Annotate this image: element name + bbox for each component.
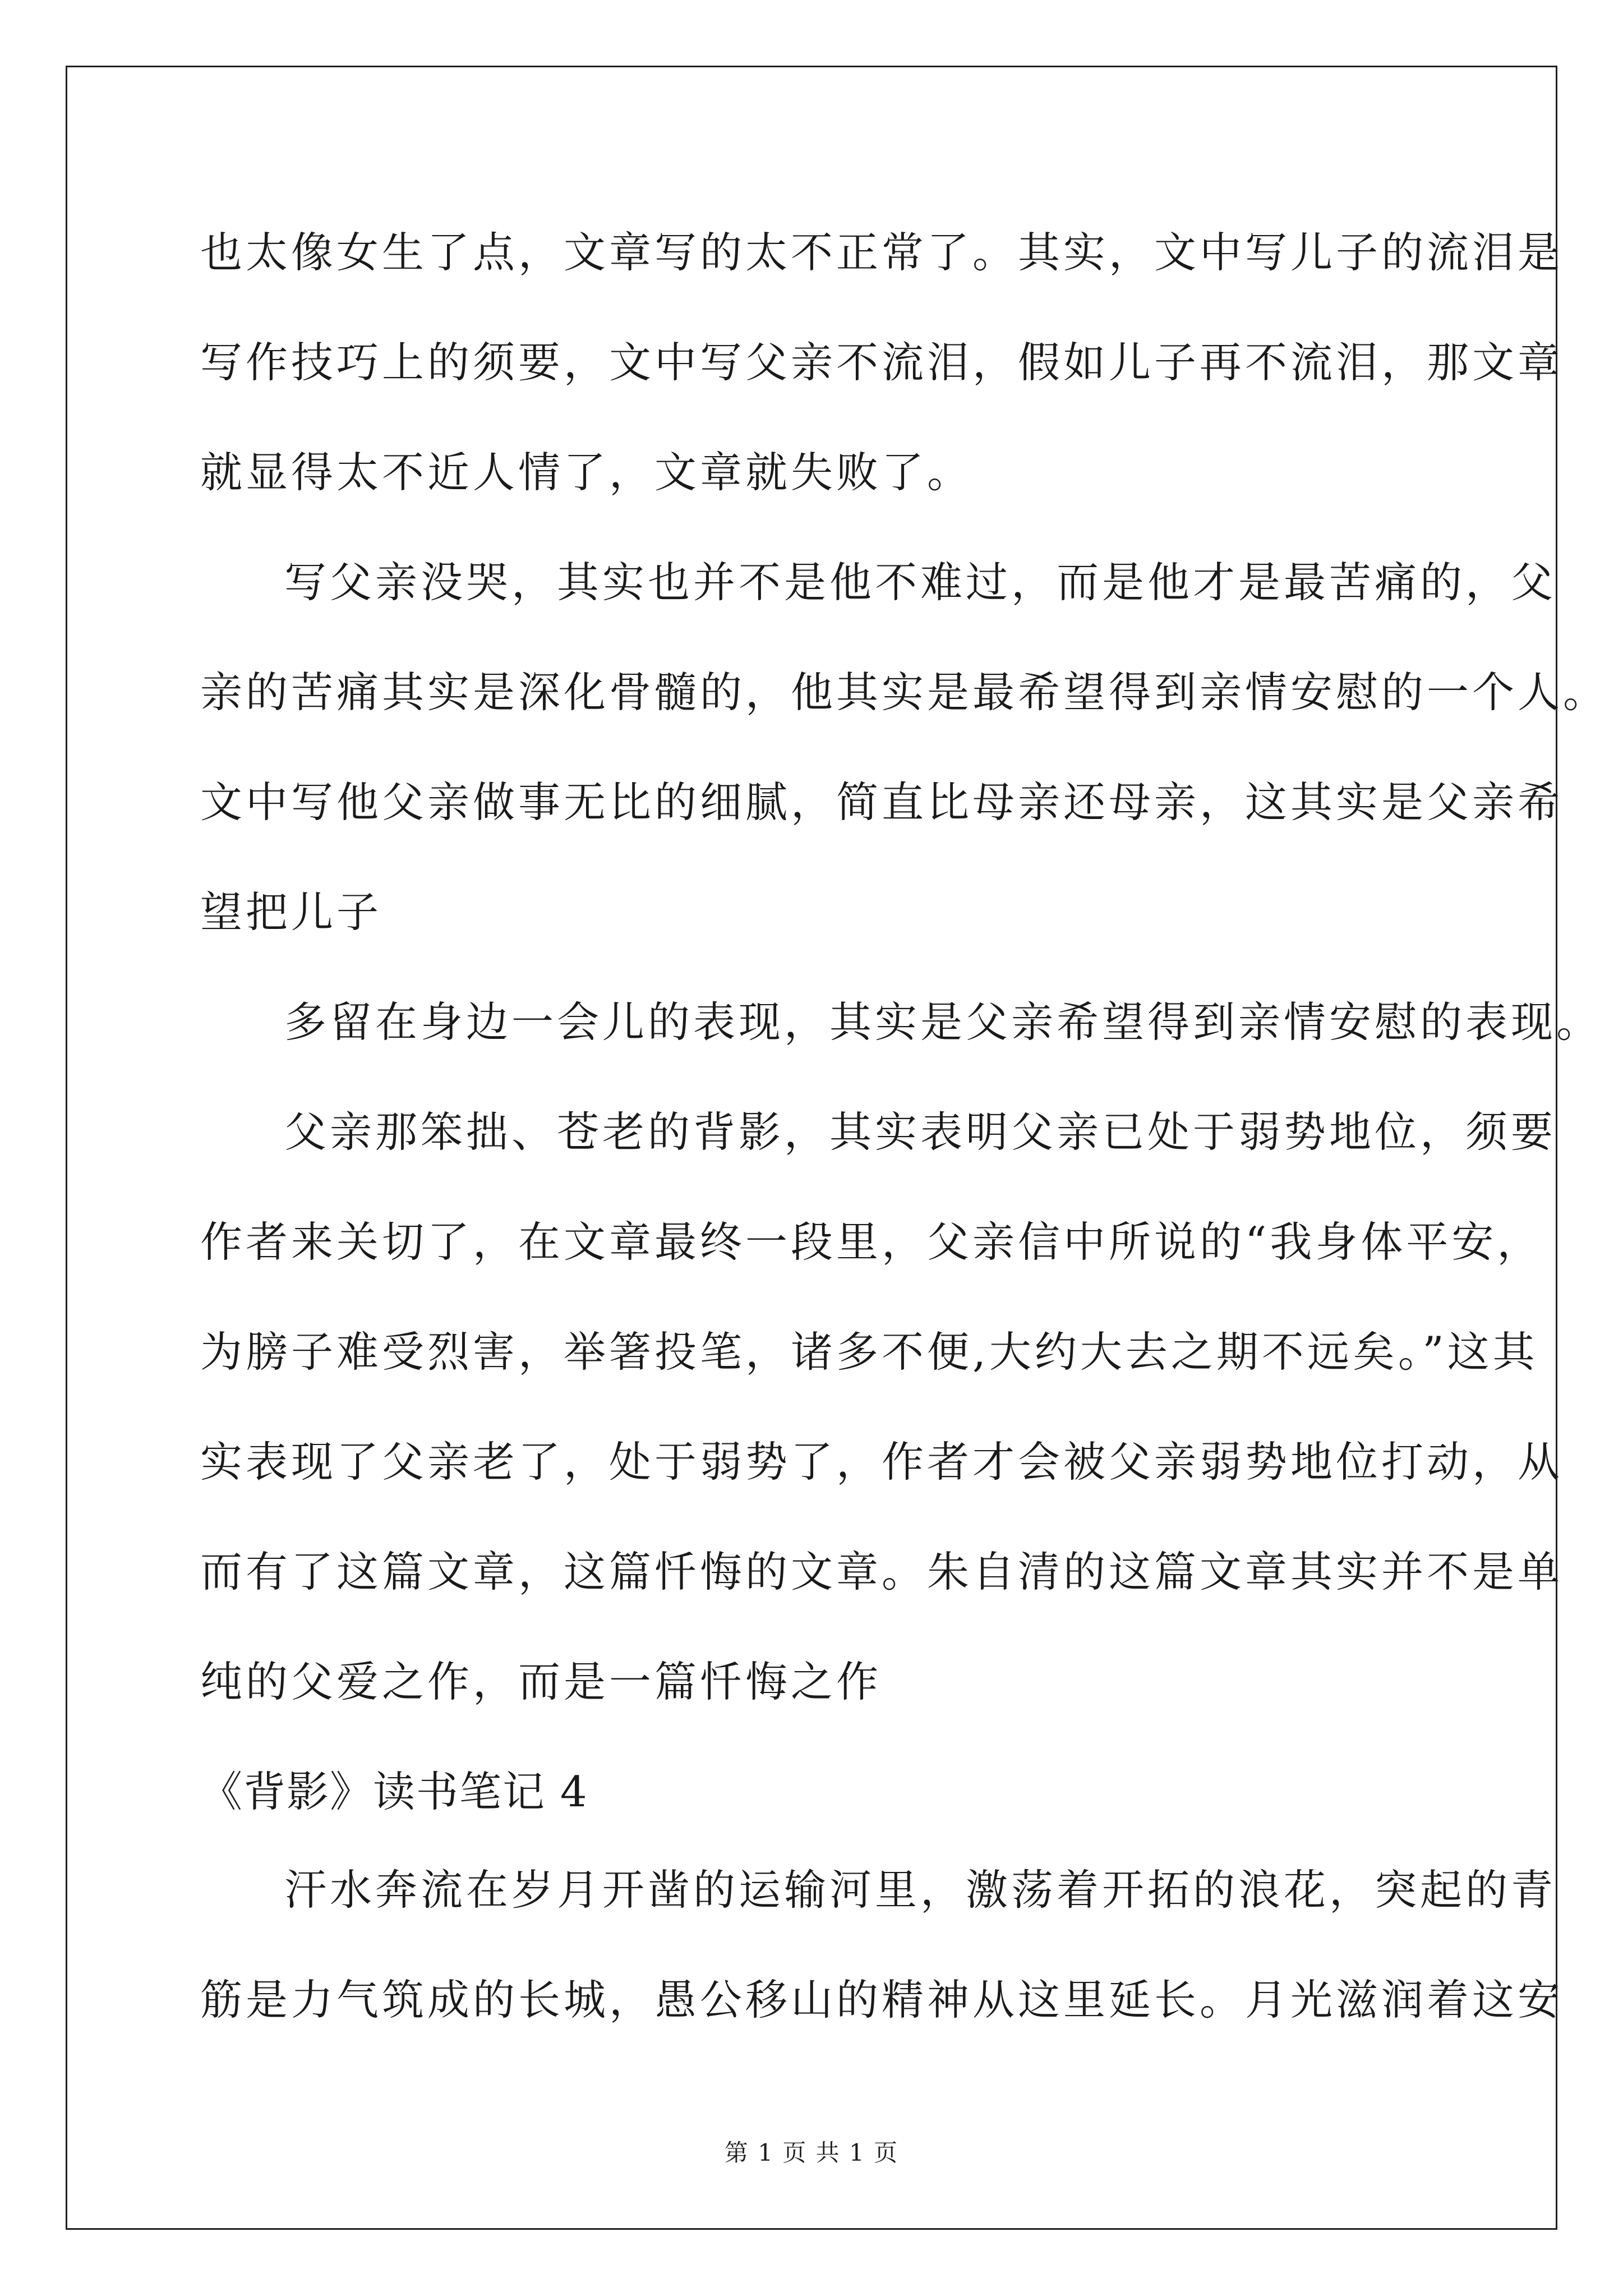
text-line: 写作技巧上的须要，文中写父亲不流泪，假如儿子再不流泪，那文章 <box>200 338 1564 387</box>
text-line: 写父亲没哭，其实也并不是他不难过，而是他才是最苦痛的，父 <box>284 558 1557 607</box>
text-line: 筋是力气筑成的长城，愚公移山的精神从这里延长。月光滋润着这安 <box>200 1975 1564 2024</box>
page-number-footer: 第 1 页 共 1 页 <box>724 2139 899 2166</box>
text-line: 纯的父爱之作，而是一篇忏悔之作 <box>200 1657 882 1706</box>
text-line: 就显得太不近人情了，文章就失败了。 <box>200 448 973 497</box>
text-line: 父亲那笨拙、苍老的背影，其实表明父亲已处于弱势地位，须要 <box>284 1107 1557 1157</box>
text-line: 亲的苦痛其实是深化骨髓的，他其实是最希望得到亲情安慰的一个人。 <box>200 668 1609 717</box>
section-heading: 《背影》读书笔记 4 <box>200 1767 588 1816</box>
text-line: 文中写他父亲做事无比的细腻，简直比母亲还母亲，这其实是父亲希 <box>200 777 1564 827</box>
text-line: 作者来关切了，在文章最终一段里，父亲信中所说的“我身体平安， <box>200 1217 1543 1267</box>
document-body <box>200 210 1609 2068</box>
text-line: 为膀子难受烈害，举箸投笔，诸多不便,大约大去之期不远矣。”这其 <box>200 1327 1538 1377</box>
text-line: 实表现了父亲老了，处于弱势了，作者才会被父亲弱势地位打动，从 <box>200 1437 1564 1487</box>
text-line: 望把儿子 <box>200 887 382 937</box>
text-line: 也太像女生了点，文章写的太不正常了。其实，文中写儿子的流泪是 <box>200 228 1564 277</box>
text-line: 多留在身边一会儿的表现，其实是父亲希望得到亲情安慰的表现。 <box>284 997 1602 1047</box>
text-line: 汗水奔流在岁月开凿的运输河里，激荡着开拓的浪花，突起的青 <box>284 1865 1557 1915</box>
text-line: 而有了这篇文章，这篇忏悔的文章。朱自清的这篇文章其实并不是单 <box>200 1547 1564 1596</box>
